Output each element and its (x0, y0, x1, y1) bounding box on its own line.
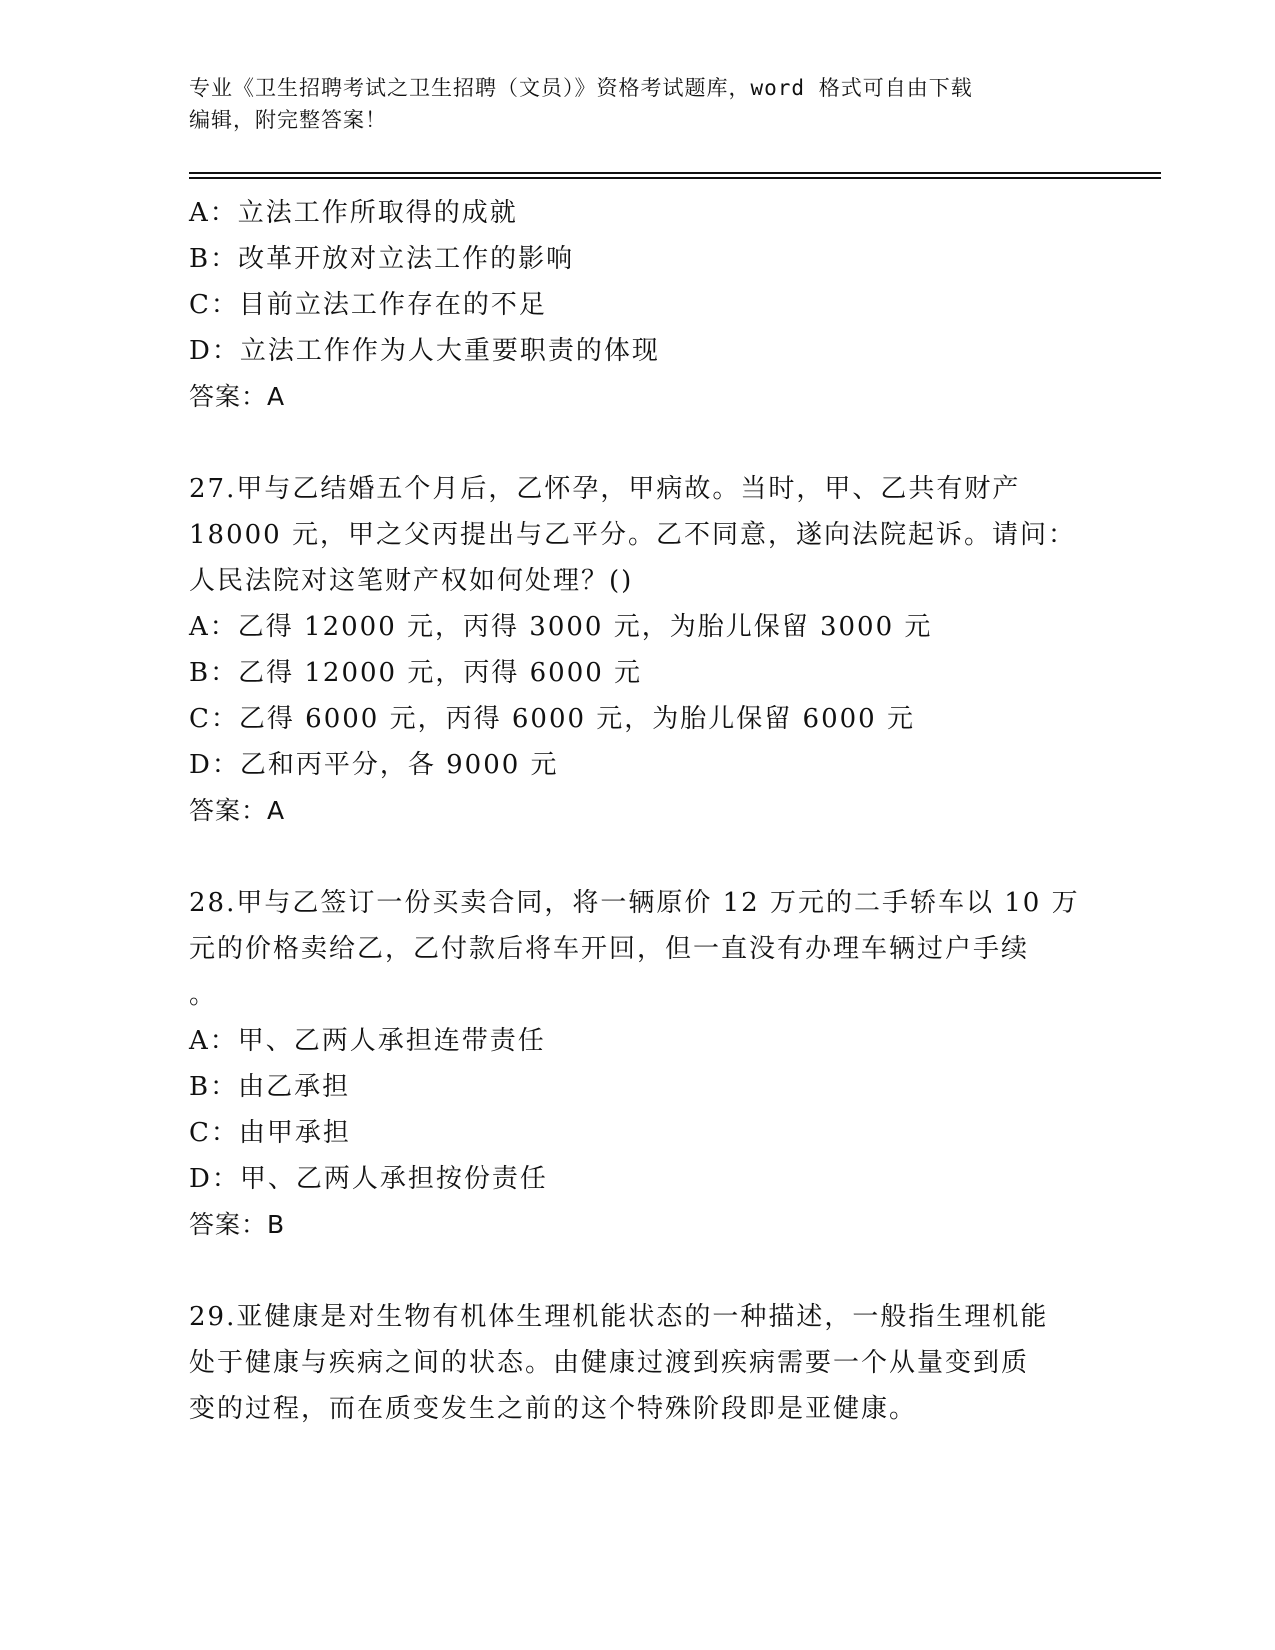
header-line-2: 编辑，附完整答案！ (189, 108, 387, 132)
header-rule-top (189, 172, 1161, 174)
option-a: A：立法工作所取得的成就 (189, 198, 518, 228)
document-header (189, 72, 1089, 136)
option-a: A：乙得 12000 元，丙得 3000 元，为胎儿保留 3000 元 (189, 612, 933, 642)
option-d: D：甲、乙两人承担按份责任 (189, 1164, 548, 1194)
spacer (189, 420, 1089, 466)
option-b: B：改革开放对立法工作的影响 (189, 244, 575, 274)
spacer (189, 834, 1089, 880)
question-stem-line: 29.亚健康是对生物有机体生理机能状态的一种描述，一般指生理机能 (189, 1302, 1049, 1332)
answer: 答案：A (189, 382, 286, 411)
option-d: D：乙和丙平分，各 9000 元 (189, 750, 559, 780)
question-28 (189, 880, 1089, 1248)
answer: 答案：B (189, 1210, 286, 1239)
question-list (189, 190, 1089, 1432)
option-c: C：由甲承担 (189, 1118, 351, 1148)
header-rule-bottom (189, 177, 1161, 179)
spacer (189, 1248, 1089, 1294)
option-b: B：由乙承担 (189, 1072, 351, 1102)
option-c: C：乙得 6000 元，丙得 6000 元，为胎儿保留 6000 元 (189, 704, 915, 734)
option-a: A：甲、乙两人承担连带责任 (189, 1026, 546, 1056)
question-29 (189, 1294, 1089, 1432)
question-27 (189, 466, 1089, 834)
question-26 (189, 190, 1089, 420)
header-line-1: 专业《卫生招聘考试之卫生招聘（文员）》资格考试题库，word 格式可自由下载 (189, 76, 973, 100)
option-d: D：立法工作作为人大重要职责的体现 (189, 336, 660, 366)
question-stem-line: 。 (189, 980, 218, 1010)
question-stem-line: 人民法院对这笔财产权如何处理？() (189, 566, 634, 596)
question-stem-line: 28.甲与乙签订一份买卖合同，将一辆原价 12 万元的二手轿车以 10 万 (189, 888, 1080, 918)
question-stem-line: 变的过程，而在质变发生之前的这个特殊阶段即是亚健康。 (189, 1394, 918, 1424)
answer: 答案：A (189, 796, 286, 825)
option-b: B：乙得 12000 元，丙得 6000 元 (189, 658, 643, 688)
question-stem-line: 元的价格卖给乙，乙付款后将车开回，但一直没有办理车辆过户手续 (189, 934, 1030, 964)
option-c: C：目前立法工作存在的不足 (189, 290, 547, 320)
question-stem-line: 18000 元，甲之父丙提出与乙平分。乙不同意，遂向法院起诉。请问： (189, 520, 1076, 550)
question-stem-line: 处于健康与疾病之间的状态。由健康过渡到疾病需要一个从量变到质 (189, 1348, 1030, 1378)
question-stem-line: 27.甲与乙结婚五个月后，乙怀孕，甲病故。当时，甲、乙共有财产 (189, 474, 1021, 504)
